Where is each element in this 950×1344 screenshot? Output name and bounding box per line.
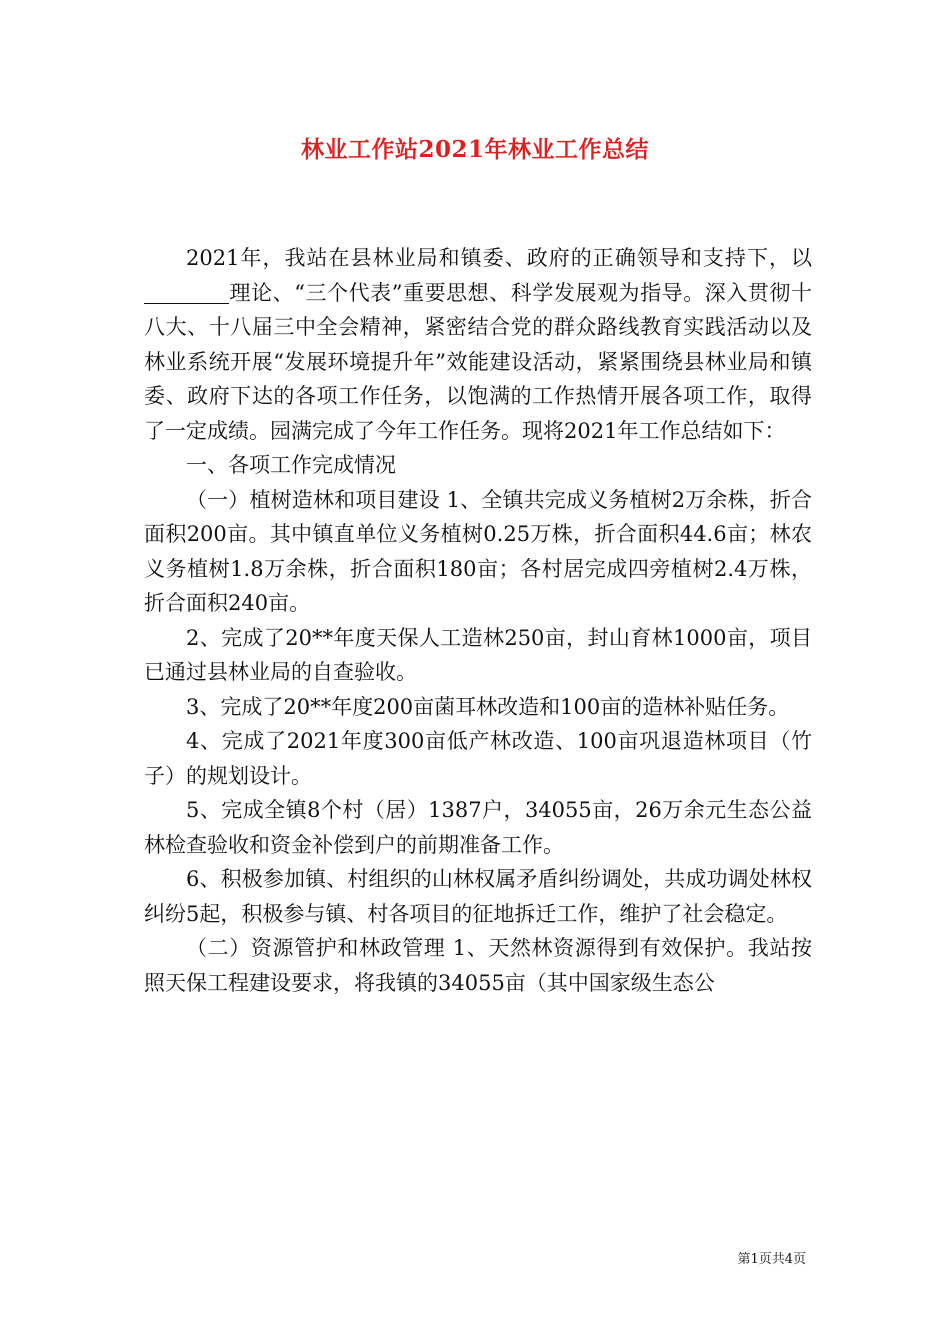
paragraph-item-2: 2、完成了20**年度天保人工造林250亩，封山育林1000亩，项目已通过县林业局的自查验收。 [144, 625, 812, 684]
paragraph-item-4: 4、完成了2021年度300亩低产林改造、100亩巩退造林项目（竹子）的规划设计。 [144, 729, 812, 788]
document-body [144, 241, 812, 1000]
paragraph-item-6: 6、积极参加镇、村组织的山林权属矛盾纠纷调处，共成功调处林权纠纷5起，积极参与镇、村各项目的征地拆迁工作，维护了社会稳定。 [144, 867, 812, 926]
document-title: 林业工作站2021年林业工作总结 [300, 136, 649, 163]
paragraph-item-5: 5、完成全镇8个村（居）1387户，34055亩，26万余元生态公益林检查验收和资金补偿到户的前期准备工作。 [144, 798, 812, 857]
paragraph-planting: （一）植树造林和项目建设 1、全镇共完成义务植树2万余株，折合面积200亩。其中镇直单位义务植树0.25万株，折合面积44.6亩；林农义务植树1.8万余株，折合面积180亩；各村居完成四旁植树2.4万株，折合面积240亩。 [144, 487, 812, 615]
section-heading-1: 一、各项工作完成情况 [186, 453, 396, 477]
intro-paragraph [144, 241, 812, 448]
intro-text-part2: 理论、“三个代表”重要思想、科学发展观为指导。深入贯彻十八大、十八届三中全会精神，紧密结合党的群众路线教育实践活动以及林业系统开展“发展环境提升年”效能建设活动，紧紧围绕县林业局和镇委、政府下达的各项工作任务，以饱满的工作热情开展各项工作，取得了一定成绩。园满完成了今年工作任务。现将2021年工作总结如下： [144, 280, 812, 443]
paragraph-item-3: 3、完成了20**年度200亩菌耳林改造和100亩的造林补贴任务。 [186, 694, 790, 719]
intro-text-part1: 2021年，我站在县林业局和镇委、政府的正确领导和支持下，以 [186, 246, 812, 270]
paragraph-resource-management: （二）资源管护和林政管理 1、天然林资源得到有效保护。我站按照天保工程建设要求，将我镇的34055亩（其中国家级生态公 [144, 936, 812, 995]
page-number: 第1页共4页 [737, 1252, 806, 1267]
blank-underline [144, 281, 229, 304]
